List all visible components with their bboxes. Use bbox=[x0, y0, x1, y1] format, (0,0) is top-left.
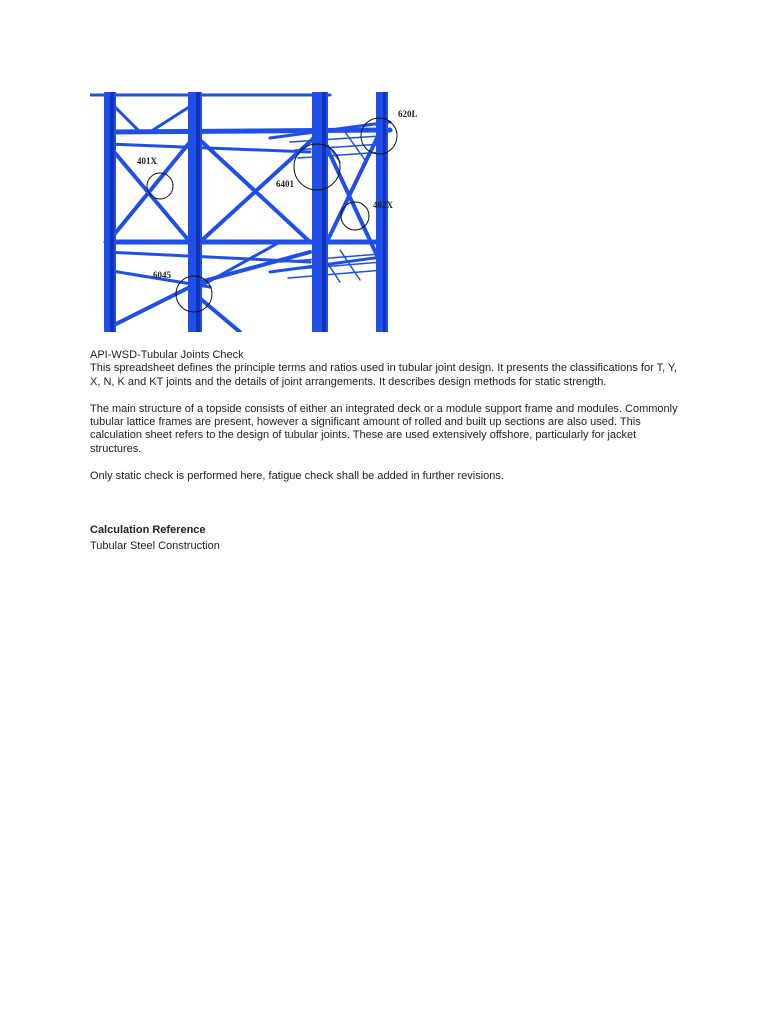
intro-paragraph: This spreadsheet defines the principle terms and ratios used in tubular joint design. It presents the classifications for T, Y, X, N, K and KT joints and the details of joint arrangements. It describes design methods for static strength. bbox=[90, 362, 677, 388]
document-body bbox=[90, 349, 690, 554]
static-check-paragraph: Only static check is performed here, fatigue check shall be added in further revisions. bbox=[90, 469, 504, 482]
structure-paragraph: The main structure of a topside consists of either an integrated deck or a module support frame and modules. Commonly tubular lattice frames are present, however a significant amount of rolled and built up sections are also used. This calculation sheet refers to the design of tubular joints. These are used extensively offshore, particularly for jacket structures. bbox=[90, 402, 678, 455]
document-title: API-WSD-Tubular Joints Check bbox=[90, 349, 244, 361]
spacer bbox=[90, 483, 690, 523]
joint-620l-label: 620L bbox=[398, 109, 418, 119]
joint-402x-label: 402X bbox=[373, 200, 393, 210]
reference-heading: Calculation Reference bbox=[90, 524, 206, 537]
joint-6045-label: 6045 bbox=[153, 270, 171, 280]
joint-6401-label: 6401 bbox=[276, 179, 294, 189]
tubular-jacket-illustration bbox=[90, 92, 426, 332]
joint-401x-label: 401X bbox=[137, 156, 157, 166]
structure-figure bbox=[90, 92, 426, 332]
reference-text: Tubular Steel Construction bbox=[90, 540, 220, 553]
